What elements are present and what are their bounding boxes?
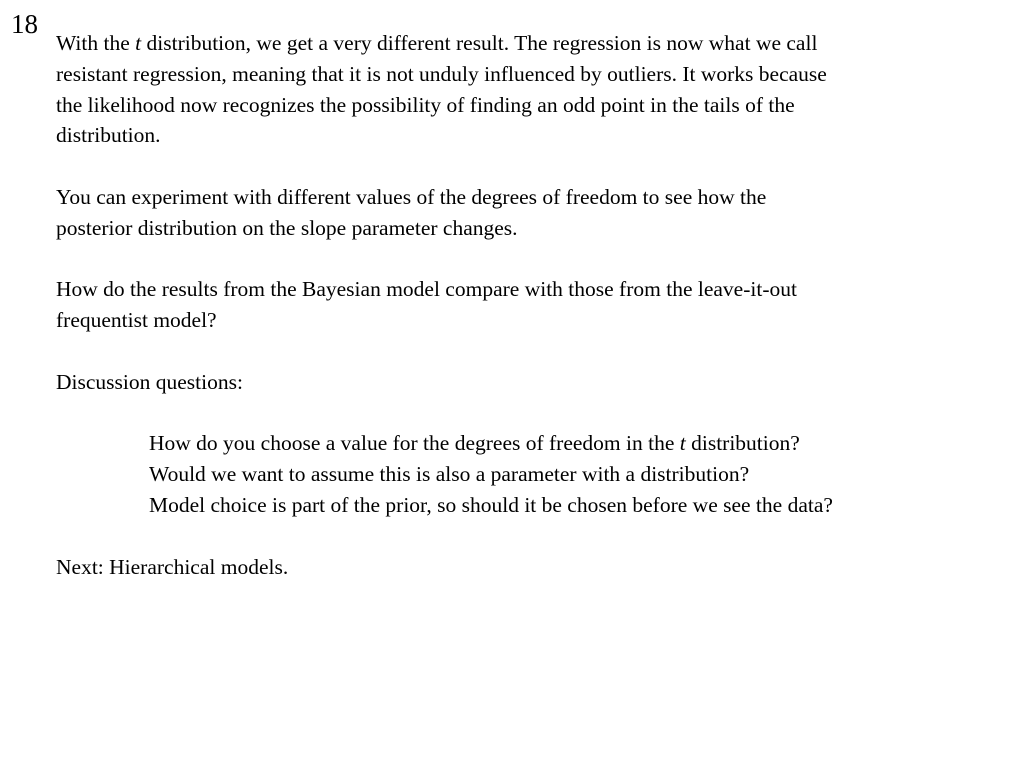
- slide-content: [56, 28, 1006, 582]
- discussion-question: [149, 428, 1006, 459]
- text-segment: distribution?: [685, 431, 800, 456]
- italic-t: t: [679, 431, 686, 456]
- paragraph-line: distribution.: [56, 123, 161, 148]
- paragraph-line: You can experiment with different values of the degrees of freedom to see how the: [56, 184, 767, 209]
- paragraph-line: the likelihood now recognizes the possibility of finding an odd point in the tails of the: [56, 92, 795, 117]
- paragraph-line: How do the results from the Bayesian model compare with those from the leave-it-out: [56, 277, 797, 302]
- paragraph-line: [56, 28, 1006, 59]
- paragraph-line: resistant regression, meaning that it is not unduly influenced by outliers. It works because: [56, 61, 827, 86]
- text-segment: How do you choose a value for the degrees of freedom in the: [149, 431, 680, 456]
- discussion-heading: Discussion questions:: [56, 369, 243, 394]
- discussion-question: Model choice is part of the prior, so should it be chosen before we see the data?: [149, 492, 833, 517]
- paragraph-line: frequentist model?: [56, 308, 217, 333]
- text-segment: distribution, we get a very different result. The regression is now what we call: [141, 31, 818, 55]
- next-topic: Next: Hierarchical models.: [56, 554, 289, 579]
- italic-t: t: [135, 31, 142, 55]
- discussion-question: Would we want to assume this is also a parameter with a distribution?: [149, 462, 750, 487]
- page-number: 18: [11, 9, 38, 39]
- paragraph-degrees-of-freedom: [56, 182, 1006, 244]
- paragraph-t-distribution-result: [56, 28, 1006, 151]
- discussion-questions-list: [56, 428, 1006, 520]
- text-segment: With the: [56, 31, 136, 55]
- paragraph-line: posterior distribution on the slope parameter changes.: [56, 215, 518, 240]
- paragraph-bayesian-comparison: [56, 274, 1006, 336]
